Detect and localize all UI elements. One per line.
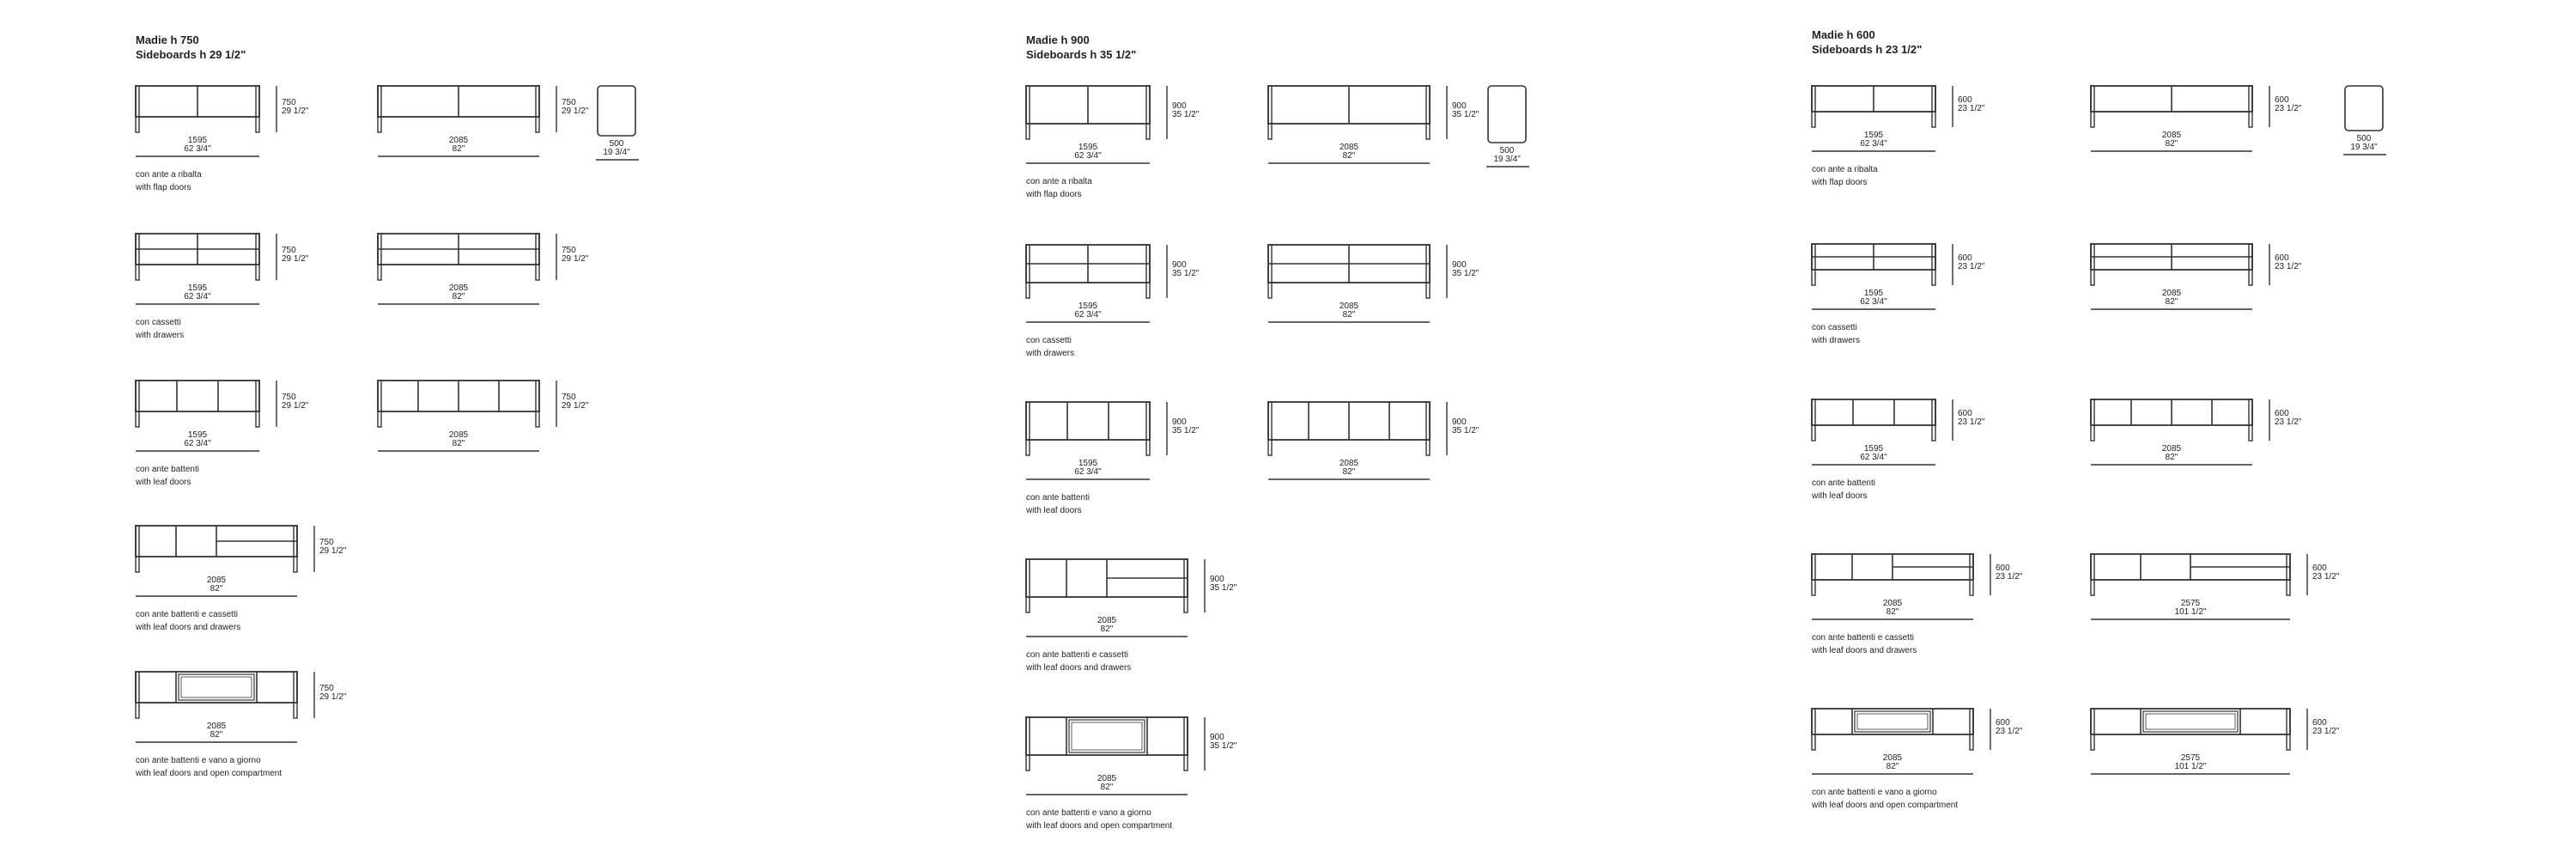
width-mm: 2575 [2180, 753, 2201, 763]
height-dimension [282, 393, 308, 411]
cabinet-body [136, 672, 297, 703]
height-mm: 600 [2275, 409, 2289, 418]
height-dimension [2312, 564, 2339, 582]
height-in: 23 1/2" [1958, 417, 1985, 427]
open-compartment-inner [1072, 722, 1142, 750]
height-mm: 600 [2312, 564, 2327, 573]
width-dimension [2091, 445, 2252, 462]
height-in: 23 1/2" [2312, 727, 2340, 736]
height-dimension [1958, 410, 1984, 427]
sideboard-drawing [1026, 86, 1210, 174]
caption-en: with drawers [136, 331, 185, 340]
sideboard-drawing [136, 234, 319, 314]
height-dimension [1172, 418, 1199, 436]
caption-it: con ante battenti e vano a giorno [1026, 808, 1151, 818]
height-in: 35 1/2" [1452, 426, 1479, 436]
height-mm: 600 [1958, 95, 1972, 105]
caption-en: with drawers [1026, 349, 1075, 358]
sideboard-drawing [1026, 402, 1210, 490]
width-mm: 2085 [1882, 753, 1903, 763]
sideboard-drawing [378, 381, 599, 461]
caption-en: with drawers [1812, 336, 1861, 345]
depth-drawing [1488, 86, 1526, 177]
height-mm: 600 [1996, 564, 2010, 573]
cabinet-body [2091, 709, 2290, 734]
height-dimension [2275, 410, 2301, 427]
caption-it: con ante a ribalta [136, 170, 202, 180]
height-dimension [282, 247, 308, 264]
variant-caption [1026, 649, 1131, 674]
caption-en: with leaf doors [1026, 506, 1082, 515]
width-in: 62 3/4" [184, 292, 211, 302]
variant-caption [1026, 491, 1090, 517]
title-en: Sideboards h 23 1/2" [1812, 43, 1923, 56]
caption-it: con cassetti [136, 318, 181, 327]
width-dimension [1026, 302, 1150, 320]
height-mm: 900 [1172, 101, 1187, 111]
width-in: 82" [2165, 139, 2178, 149]
caption-en: with leaf doors and drawers [1812, 646, 1917, 655]
height-in: 35 1/2" [1210, 583, 1237, 593]
width-dimension [136, 137, 259, 154]
height-dimension [1958, 254, 1984, 271]
width-in: 62 3/4" [1074, 151, 1102, 161]
height-in: 23 1/2" [1958, 262, 1985, 271]
cabinet-body [1026, 402, 1150, 440]
height-in: 23 1/2" [2275, 417, 2302, 427]
width-mm: 2085 [448, 283, 469, 293]
width-mm: 1595 [1078, 143, 1098, 152]
open-compartment [179, 674, 254, 700]
sideboard-drawing [378, 86, 599, 167]
width-in: 101 1/2" [2174, 762, 2207, 771]
caption-it: con cassetti [1812, 323, 1857, 332]
height-mm: 750 [319, 538, 334, 547]
caption-it: con ante battenti e vano a giorno [1812, 788, 1937, 797]
variant-caption [1812, 631, 1917, 657]
depth-svg [598, 86, 635, 170]
open-compartment [2143, 711, 2238, 732]
caption-it: con ante a ribalta [1812, 165, 1878, 174]
height-dimension [282, 99, 308, 116]
caption-en: with leaf doors and open compartment [136, 769, 283, 778]
variant-caption [1026, 175, 1092, 201]
column-title [1026, 33, 1136, 62]
width-mm: 2085 [206, 576, 227, 585]
sideboard-drawing [1812, 554, 2033, 630]
depth-drawing [2345, 86, 2383, 165]
caption-it: con ante battenti [1026, 493, 1090, 503]
title-it: Madie h 750 [136, 34, 199, 46]
title-it: Madie h 600 [1812, 28, 1875, 41]
width-mm: 2085 [448, 430, 469, 440]
width-mm: 2085 [2161, 289, 2182, 298]
caption-it: con ante battenti [1812, 478, 1875, 488]
width-dimension [136, 431, 259, 448]
variant-caption [136, 608, 240, 634]
variant-caption [1026, 807, 1172, 832]
height-mm: 600 [1958, 253, 1972, 263]
width-in: 82" [1342, 151, 1356, 161]
variant-caption [1812, 786, 1958, 812]
width-mm: 1595 [1863, 444, 1884, 454]
height-in: 23 1/2" [2312, 572, 2340, 582]
width-dimension [136, 722, 297, 740]
height-mm: 600 [2275, 253, 2289, 263]
height-mm: 900 [1452, 417, 1467, 427]
height-dimension [1452, 102, 1479, 119]
height-mm: 750 [562, 246, 576, 255]
sideboard-drawing [1026, 245, 1210, 332]
height-in: 29 1/2" [282, 254, 309, 264]
caption-en: with leaf doors and drawers [136, 623, 241, 632]
cabinet-body [1812, 399, 1935, 425]
width-in: 62 3/4" [1074, 310, 1102, 320]
height-dimension [562, 393, 588, 411]
variant-caption [136, 316, 184, 342]
variant-caption [1812, 477, 1875, 503]
width-in: 82" [1342, 310, 1356, 320]
width-dimension [1268, 143, 1430, 161]
height-dimension [2275, 96, 2301, 113]
depth-dimension [1479, 147, 1534, 164]
width-in: 82" [210, 730, 223, 740]
side-view [1488, 86, 1526, 143]
sideboard-drawing [1268, 402, 1490, 490]
width-in: 82" [210, 584, 223, 594]
width-mm: 1595 [1863, 131, 1884, 140]
caption-en: with leaf doors [136, 478, 191, 487]
width-dimension [2091, 289, 2252, 307]
sideboard-drawing [136, 381, 319, 461]
height-in: 35 1/2" [1210, 741, 1237, 751]
width-in: 62 3/4" [184, 439, 211, 448]
caption-it: con ante battenti [136, 465, 199, 474]
height-dimension [319, 539, 346, 556]
width-in: 82" [1886, 607, 1899, 617]
width-in: 82" [1342, 467, 1356, 477]
open-compartment [1069, 720, 1145, 752]
caption-en: with flap doors [136, 183, 191, 192]
height-dimension [1172, 261, 1199, 278]
caption-en: with leaf doors and open compartment [1026, 821, 1173, 831]
height-mm: 750 [562, 98, 576, 107]
sideboard-drawing [2091, 399, 2312, 475]
width-in: 62 3/4" [1860, 139, 1887, 149]
width-mm: 1595 [187, 430, 208, 440]
depth-svg [2345, 86, 2383, 165]
sideboard-drawing [2091, 86, 2312, 161]
width-mm: 1595 [187, 136, 208, 145]
height-in: 29 1/2" [319, 692, 347, 702]
open-compartment-inner [181, 677, 252, 698]
caption-en: with leaf doors [1812, 491, 1868, 501]
width-dimension [1268, 302, 1430, 320]
width-in: 82" [1886, 762, 1899, 771]
height-in: 29 1/2" [282, 107, 309, 116]
width-mm: 2085 [206, 722, 227, 731]
height-mm: 750 [282, 246, 296, 255]
depth-mm: 500 [1499, 146, 1515, 155]
column-title [1812, 27, 1922, 57]
width-in: 62 3/4" [1860, 297, 1887, 307]
width-in: 62 3/4" [1074, 467, 1102, 477]
height-in: 29 1/2" [319, 546, 347, 556]
width-dimension [1812, 754, 1973, 771]
depth-in: 19 3/4" [1493, 155, 1521, 164]
height-in: 29 1/2" [562, 401, 589, 411]
height-mm: 600 [1958, 409, 1972, 418]
variant-caption [1812, 321, 1860, 347]
width-dimension [1812, 600, 1973, 617]
height-dimension [562, 247, 588, 264]
height-in: 29 1/2" [282, 401, 309, 411]
caption-en: with flap doors [1812, 178, 1868, 187]
width-dimension [1812, 289, 1935, 307]
height-mm: 900 [1452, 101, 1467, 111]
width-dimension [136, 576, 297, 594]
depth-mm: 500 [2356, 134, 2372, 143]
caption-it: con ante a ribalta [1026, 177, 1092, 186]
sideboard-drawing [2091, 554, 2350, 630]
width-dimension [2091, 600, 2290, 617]
width-mm: 2085 [2161, 444, 2182, 454]
title-it: Madie h 900 [1026, 34, 1090, 46]
height-in: 23 1/2" [1958, 104, 1985, 113]
width-dimension [378, 431, 539, 448]
width-dimension [2091, 754, 2290, 771]
height-dimension [1210, 576, 1236, 593]
width-dimension [1812, 445, 1935, 462]
width-in: 82" [1100, 783, 1114, 792]
height-in: 35 1/2" [1452, 110, 1479, 119]
sideboard-drawing [378, 234, 599, 314]
height-dimension [2312, 719, 2339, 736]
width-dimension [1026, 775, 1188, 792]
width-dimension [1026, 143, 1150, 161]
sideboard-drawing [1812, 709, 2033, 784]
sideboard-svg [2091, 709, 2350, 784]
height-dimension [1172, 102, 1199, 119]
width-mm: 1595 [187, 283, 208, 293]
height-in: 23 1/2" [2275, 262, 2302, 271]
width-dimension [1268, 460, 1430, 477]
width-in: 62 3/4" [184, 144, 211, 154]
height-in: 23 1/2" [2275, 104, 2302, 113]
width-mm: 1595 [1078, 302, 1098, 311]
sideboard-drawing [1812, 244, 1996, 320]
width-dimension [378, 137, 539, 154]
title-en: Sideboards h 29 1/2" [136, 48, 246, 61]
variant-caption [136, 754, 282, 780]
sideboard-drawing [136, 526, 357, 606]
open-compartment-inner [1857, 714, 1928, 729]
width-dimension [1026, 460, 1150, 477]
height-mm: 600 [1996, 718, 2010, 728]
variant-caption [1026, 334, 1074, 360]
height-dimension [1996, 564, 2022, 582]
variant-caption [136, 168, 202, 194]
width-in: 82" [452, 292, 465, 302]
width-mm: 2085 [448, 136, 469, 145]
caption-it: con cassetti [1026, 336, 1072, 345]
sideboard-svg [2091, 554, 2350, 630]
depth-mm: 500 [609, 139, 624, 149]
width-mm: 1595 [1078, 459, 1098, 468]
width-mm: 2085 [1339, 143, 1359, 152]
width-dimension [2091, 131, 2252, 149]
depth-in: 19 3/4" [2350, 143, 2378, 152]
cabinet-body [136, 381, 259, 411]
variant-caption [136, 463, 199, 489]
width-mm: 2085 [1097, 616, 1117, 625]
width-mm: 2085 [1097, 774, 1117, 783]
caption-it: con ante battenti e cassetti [136, 610, 238, 619]
depth-in: 19 3/4" [603, 148, 630, 157]
sideboard-drawing [1026, 559, 1248, 647]
caption-en: with flap doors [1026, 190, 1082, 199]
height-mm: 750 [562, 393, 576, 402]
open-compartment-inner [2146, 714, 2235, 729]
variant-caption [1812, 163, 1878, 189]
height-mm: 750 [319, 684, 334, 693]
height-mm: 600 [2275, 95, 2289, 105]
height-in: 23 1/2" [1996, 727, 2023, 736]
caption-en: with leaf doors and drawers [1026, 663, 1132, 673]
width-in: 82" [2165, 297, 2178, 307]
height-in: 23 1/2" [1996, 572, 2023, 582]
sideboard-drawing [136, 86, 319, 167]
open-compartment [1855, 711, 1930, 732]
width-in: 62 3/4" [1860, 453, 1887, 462]
sideboard-drawing [136, 672, 357, 752]
height-dimension [562, 99, 588, 116]
height-dimension [1452, 418, 1479, 436]
sideboard-drawing [1268, 86, 1490, 174]
depth-drawing [598, 86, 635, 170]
width-mm: 1595 [1863, 289, 1884, 298]
cabinet-body [1812, 709, 1973, 734]
width-mm: 2575 [2180, 599, 2201, 608]
height-dimension [1958, 96, 1984, 113]
width-in: 82" [2165, 453, 2178, 462]
height-mm: 900 [1210, 575, 1224, 584]
sideboard-drawing [1026, 717, 1248, 805]
cabinet-body [1026, 717, 1188, 755]
width-mm: 2085 [1339, 302, 1359, 311]
height-in: 35 1/2" [1172, 269, 1200, 278]
sideboard-drawing [1268, 245, 1490, 332]
width-dimension [378, 284, 539, 302]
height-in: 35 1/2" [1172, 110, 1200, 119]
height-in: 35 1/2" [1172, 426, 1200, 436]
height-mm: 750 [282, 393, 296, 402]
depth-dimension [589, 140, 644, 157]
height-dimension [2275, 254, 2301, 271]
height-mm: 600 [2312, 718, 2327, 728]
sideboard-drawing [2091, 244, 2312, 320]
caption-it: con ante battenti e vano a giorno [136, 756, 261, 765]
height-dimension [1996, 719, 2022, 736]
width-dimension [1026, 617, 1188, 634]
column-title [136, 33, 246, 62]
title-en: Sideboards h 35 1/2" [1026, 48, 1137, 61]
caption-it: con ante battenti e cassetti [1026, 650, 1128, 660]
width-in: 82" [452, 144, 465, 154]
sideboard-drawing [1812, 86, 1996, 161]
height-mm: 900 [1172, 260, 1187, 270]
height-dimension [1210, 734, 1236, 751]
width-dimension [136, 284, 259, 302]
height-dimension [319, 685, 346, 702]
depth-dimension [2336, 135, 2391, 152]
height-in: 35 1/2" [1452, 269, 1479, 278]
height-mm: 900 [1172, 417, 1187, 427]
width-mm: 2085 [1339, 459, 1359, 468]
side-view [2345, 86, 2383, 131]
height-mm: 900 [1452, 260, 1467, 270]
height-mm: 750 [282, 98, 296, 107]
width-in: 82" [452, 439, 465, 448]
height-in: 29 1/2" [562, 107, 589, 116]
height-mm: 900 [1210, 733, 1224, 742]
sideboard-drawing [1812, 399, 1996, 475]
height-dimension [1452, 261, 1479, 278]
sideboard-drawing [2091, 709, 2350, 784]
side-view [598, 86, 635, 136]
caption-en: with leaf doors and open compartment [1812, 801, 1959, 810]
width-in: 82" [1100, 624, 1114, 634]
width-dimension [1812, 131, 1935, 149]
height-in: 29 1/2" [562, 254, 589, 264]
width-mm: 2085 [2161, 131, 2182, 140]
width-mm: 2085 [1882, 599, 1903, 608]
caption-it: con ante battenti e cassetti [1812, 633, 1914, 643]
width-in: 101 1/2" [2174, 607, 2207, 617]
